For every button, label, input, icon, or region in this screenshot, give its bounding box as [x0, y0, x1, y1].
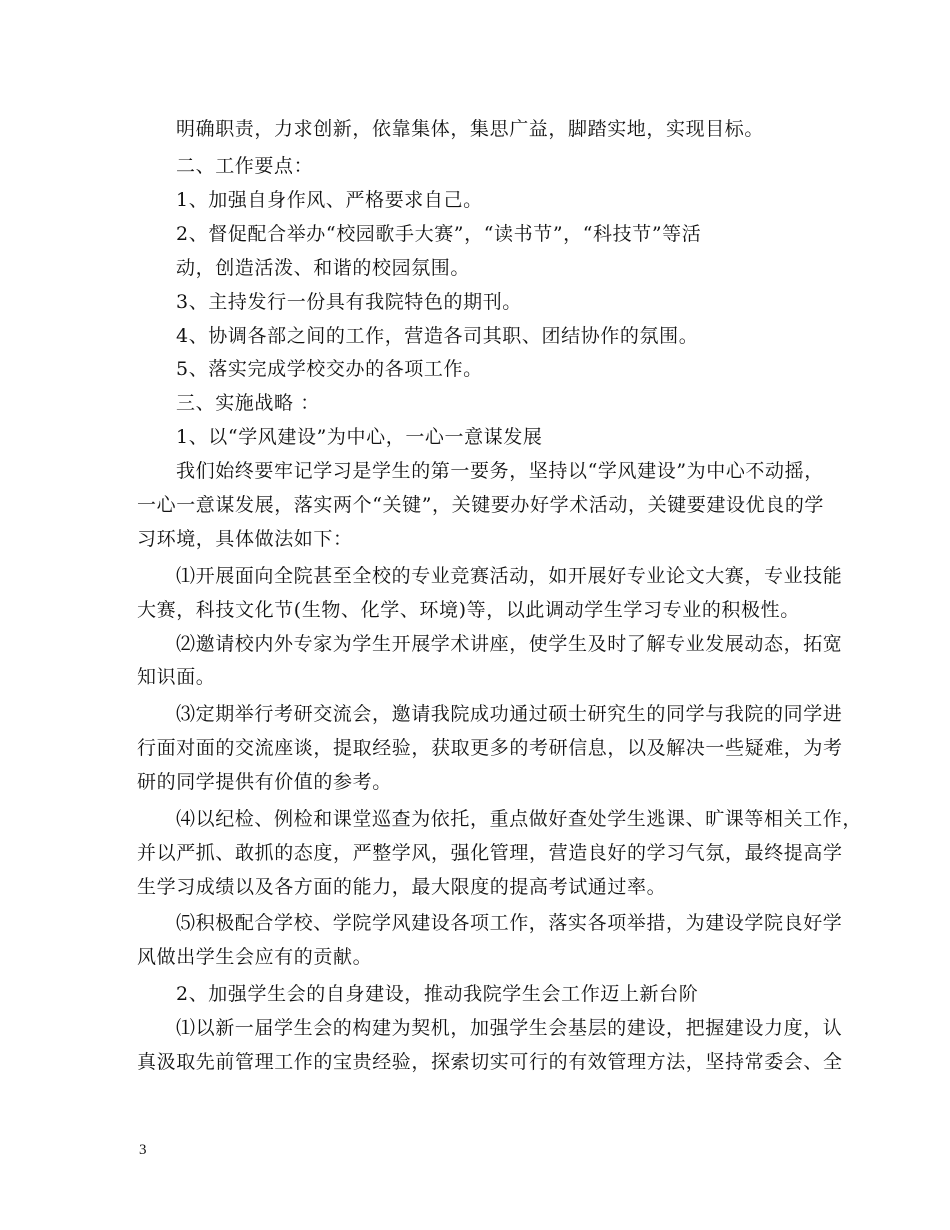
- subsection-heading: 1、以“学风建设”为中心，一心一意谋发展: [176, 426, 543, 448]
- paragraph-line: ⑴以新一届学生会的构建为契机，加强学生会基层的建设，把握建设力度，认: [176, 1017, 843, 1039]
- paragraph-line: ⑶定期举行考研交流会，邀请我院成功通过硕士研究生的同学与我院的同学进: [176, 703, 843, 725]
- page-number: 3: [139, 1142, 147, 1158]
- paragraph-line: 研的同学提供有价值的参考。: [137, 771, 392, 793]
- paragraph-line: ⑴开展面向全院甚至全校的专业竞赛活动，如开展好专业论文大赛，专业技能: [176, 565, 843, 587]
- paragraph-line: ⑷以纪检、例检和课堂巡查为依托，重点做好查处学生逃课、旷课等相关工作，: [176, 808, 863, 830]
- text-line: 动，创造活泼、和谐的校园氛围。: [176, 257, 471, 279]
- list-item: 2、督促配合举办“校园歌手大赛”，“读书节”，“科技节”等活: [176, 223, 702, 245]
- paragraph-line: 知识面。: [137, 666, 216, 688]
- paragraph-line: ⑵邀请校内外专家为学生开展学术讲座，使学生及时了解专业发展动态，拓宽: [176, 633, 843, 655]
- paragraph-line: ⑸积极配合学校、学院学风建设各项工作，落实各项举措，为建设学院良好学: [176, 912, 843, 934]
- text-line: 明确职责，力求创新，依靠集体，集思广益，脚踏实地，实现目标。: [176, 118, 765, 140]
- section-heading: 二、工作要点：: [176, 155, 314, 177]
- list-item: 1、加强自身作风、严格要求自己。: [176, 189, 483, 211]
- paragraph-line: 我们始终要牢记学习是学生的第一要务，坚持以“学风建设”为中心不动摇，: [176, 460, 824, 482]
- section-heading: 三、实施战略 ：: [176, 392, 320, 414]
- subsection-heading: 2、加强学生会的自身建设，推动我院学生会工作迈上新台阶: [176, 983, 699, 1005]
- paragraph-line: 真汲取先前管理工作的宝贵经验，探索切实可行的有效管理方法，坚持常委会、全: [137, 1051, 843, 1073]
- paragraph-line: 大赛，科技文化节(生物、化学、环境)等，以此调动学生学习专业的积极性。: [137, 599, 800, 621]
- paragraph-line: 习环境，具体做法如下：: [137, 528, 353, 550]
- paragraph-line: 并以严抓、敢抓的态度，严整学风，强化管理，营造良好的学习气氛，最终提高学: [137, 842, 843, 864]
- list-item: 4、协调各部之间的工作，营造各司其职、团结协作的氛围。: [176, 325, 699, 347]
- list-item: 3、主持发行一份具有我院特色的期刊。: [176, 291, 522, 313]
- paragraph-line: 生学习成绩以及各方面的能力，最大限度的提高考试通过率。: [137, 876, 667, 898]
- paragraph-line: 风做出学生会应有的贡献。: [137, 946, 373, 968]
- list-item: 5、落实完成学校交办的各项工作。: [176, 358, 483, 380]
- paragraph-line: 行面对面的交流座谈，提取经验，获取更多的考研信息，以及解决一些疑难，为考: [137, 737, 843, 759]
- paragraph-line: 一心一意谋发展，落实两个“关键”，关键要办好学术活动，关键要建设优良的学: [137, 494, 825, 516]
